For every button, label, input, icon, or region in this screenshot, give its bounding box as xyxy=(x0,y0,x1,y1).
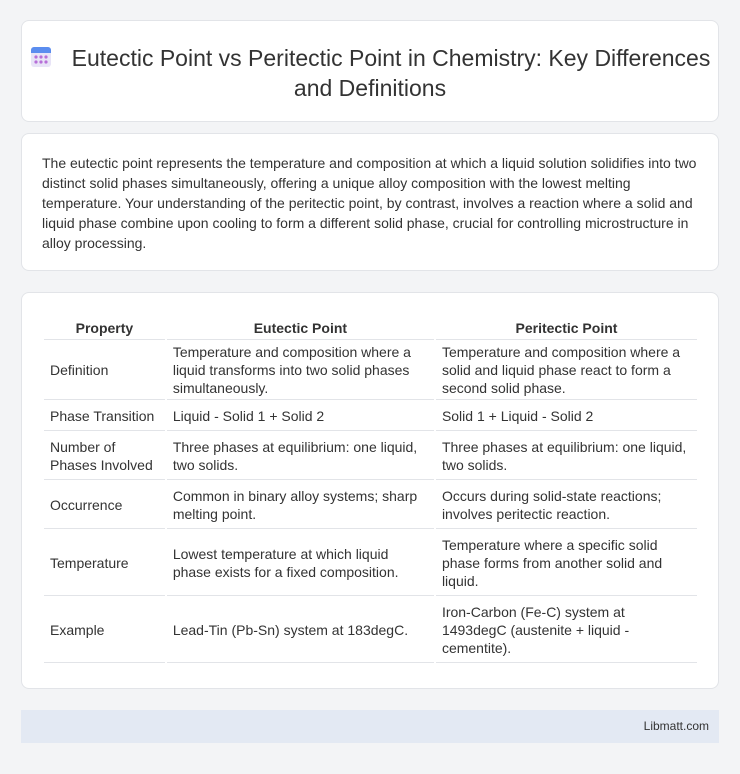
table-row xyxy=(44,432,697,480)
row-property: Phase Transition xyxy=(44,401,165,431)
header-peritectic: Peritectic Point xyxy=(436,313,697,340)
row-eutectic: Three phases at equilibrium: one liquid, two solids. xyxy=(167,432,434,480)
row-eutectic: Lead-Tin (Pb-Sn) system at 183degC. xyxy=(167,597,434,663)
row-property: Definition xyxy=(44,341,165,400)
row-eutectic: Temperature and composition where a liquid transforms into two solid phases simultaneously. xyxy=(167,341,434,400)
comparison-table xyxy=(42,312,699,664)
row-eutectic: Liquid - Solid 1 + Solid 2 xyxy=(167,401,434,431)
table-header-row xyxy=(44,313,697,340)
row-peritectic: Iron-Carbon (Fe-C) system at 1493degC (austenite + liquid - cementite). xyxy=(436,597,697,663)
intro-paragraph: The eutectic point represents the temperature and composition at which a liquid solution solidifies into two distinct solid phases simultaneously, offering a unique alloy composition with the lowest melting temperature. Your understanding of the peritectic point, by contrast, involves a reaction where a solid and liquid phase combine upon cooling to form a different solid phase, crucial for controlling microstructure in alloy processing. xyxy=(42,155,697,251)
header-property: Property xyxy=(44,313,165,340)
row-eutectic: Lowest temperature at which liquid phase exists for a fixed composition. xyxy=(167,530,434,596)
row-property: Example xyxy=(44,597,165,663)
footer-site-link[interactable]: Libmatt.com xyxy=(643,719,709,733)
intro-card xyxy=(21,133,719,271)
page-title-wrap xyxy=(22,43,718,103)
table-row xyxy=(44,401,697,431)
title-card xyxy=(21,20,719,122)
row-property: Number of Phases Involved xyxy=(44,432,165,480)
row-property: Temperature xyxy=(44,530,165,596)
footer-bar xyxy=(21,710,719,743)
row-eutectic: Common in binary alloy systems; sharp melting point. xyxy=(167,481,434,529)
calculator-icon xyxy=(30,46,52,68)
header-eutectic: Eutectic Point xyxy=(167,313,434,340)
row-peritectic: Occurs during solid-state reactions; involves peritectic reaction. xyxy=(436,481,697,529)
comparison-table-card xyxy=(21,292,719,689)
table-row xyxy=(44,597,697,663)
row-peritectic: Temperature where a specific solid phase forms from another solid and liquid. xyxy=(436,530,697,596)
page-title: Eutectic Point vs Peritectic Point in Chemistry: Key Differences and Definitions xyxy=(71,45,711,101)
table-row xyxy=(44,481,697,529)
table-row xyxy=(44,341,697,400)
row-peritectic: Three phases at equilibrium: one liquid, two solids. xyxy=(436,432,697,480)
row-property: Occurrence xyxy=(44,481,165,529)
row-peritectic: Solid 1 + Liquid - Solid 2 xyxy=(436,401,697,431)
table-row xyxy=(44,530,697,596)
row-peritectic: Temperature and composition where a solid and liquid phase react to form a second solid phase. xyxy=(436,341,697,400)
